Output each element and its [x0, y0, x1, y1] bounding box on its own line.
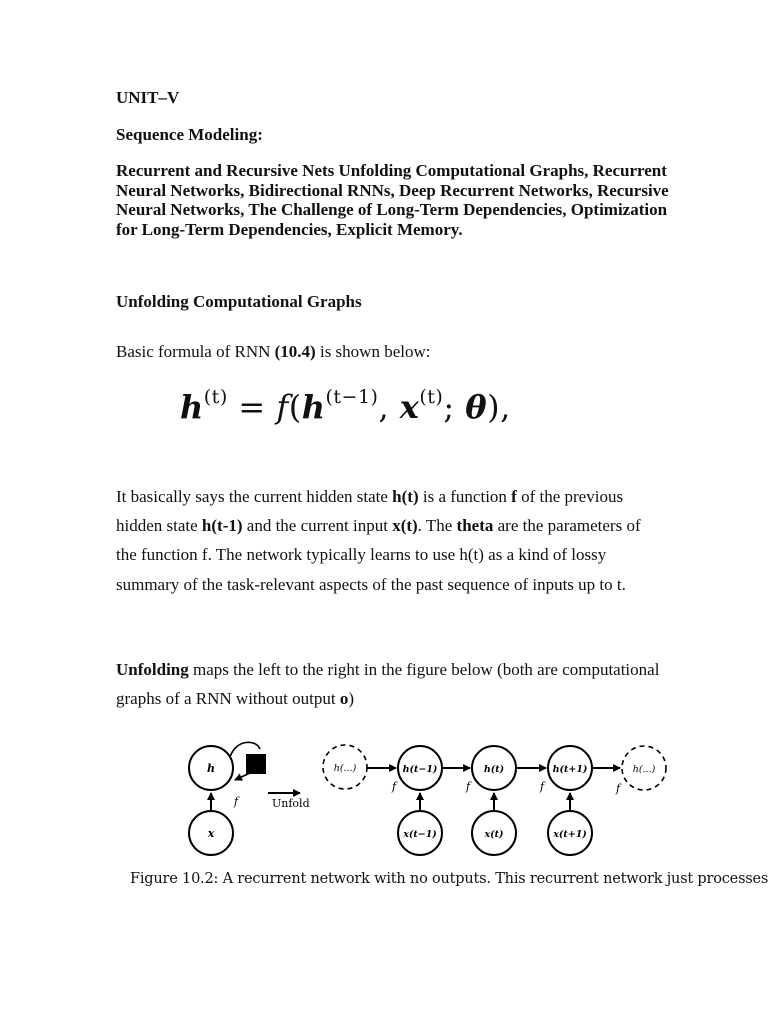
h-tm1-label: h(t−1): [402, 764, 438, 775]
unfolding-figure: [160, 735, 690, 870]
formula-x: x: [399, 388, 420, 426]
p2-bold-o: o: [339, 689, 349, 709]
section-title: Sequence Modeling:: [116, 125, 263, 144]
formula-h: h: [180, 388, 204, 426]
formula-x-sup: (t): [419, 386, 444, 408]
h-tp1-label: h(t+1): [552, 764, 588, 775]
p2-bold-unfolding: Unfolding: [116, 660, 189, 679]
f-label-2: f: [466, 780, 471, 793]
unfold-label: Unfold: [272, 797, 310, 810]
formula-h-sup: (t): [203, 386, 228, 408]
formula-f: f: [276, 388, 289, 426]
p1-bold-htm1: h(t-1): [201, 516, 243, 536]
x-tp1-label: x(t+1): [553, 829, 587, 840]
unit-heading: UNIT–V: [116, 88, 180, 107]
delay-square: [246, 754, 266, 774]
formula-comma: ,: [378, 388, 400, 426]
unfolding-paragraph: [116, 655, 661, 713]
x-tm1-label: x(t−1): [403, 829, 437, 840]
formula-intro-text: Basic formula of RNN: [116, 342, 275, 361]
formula-h-prev: h: [301, 388, 326, 426]
figure-caption: Figure 10.2: A recurrent network with no outputs. This recurrent network just processes: [130, 871, 768, 887]
formula-close: ),: [487, 388, 511, 426]
p2-text-1: maps the left to the right in the figure below (both are computational graphs of a RNN without output: [116, 660, 660, 709]
formula-theta: θ: [465, 388, 488, 426]
folded-x-label: x: [207, 827, 215, 840]
f-label-1: f: [392, 780, 397, 793]
x-t-label: x(t): [484, 829, 504, 840]
formula-equals: =: [227, 388, 277, 426]
folded-h-label: h: [207, 762, 215, 775]
formula-intro: [116, 342, 430, 362]
subsection-title: Unfolding Computational Graphs: [116, 292, 362, 311]
explanation-paragraph: [116, 482, 661, 599]
p1-bold-f: f: [511, 487, 517, 506]
p1-text-6: are the parameters of the function f. The network typically learns to use h(t) as a kind of lossy summary of the task-relevant aspects of the past sequence of inputs up to t.: [116, 516, 641, 594]
p1-text-4: and the current input: [242, 516, 393, 536]
p1-text-5: . The: [417, 516, 457, 536]
p2-text-2: ): [348, 689, 354, 709]
p1-text-3: of the previous hidden state: [116, 487, 624, 536]
formula-open-paren: (: [288, 388, 302, 426]
formula-semicolon: ;: [443, 388, 466, 426]
formula-h-prev-sup: (t−1): [325, 386, 379, 408]
h-dots-right-label: h(...): [632, 764, 656, 775]
f-label-3: f: [540, 780, 545, 793]
p1-bold-xt: x(t): [392, 516, 418, 536]
formula-intro-text-end: is shown below:: [315, 342, 431, 361]
topics-list: Recurrent and Recursive Nets Unfolding Computational Graphs, Recurrent Neural Networks, Bidirectional RNNs, Deep Recurrent Networks, Recursive Neural Networks, The Challenge of Long-Term Dependencies, Optimization for Long-Term Dependencies, Explicit Memory.: [116, 161, 669, 239]
h-t-label: h(t): [483, 764, 505, 775]
p1-bold-theta: theta: [456, 516, 494, 536]
f-label-4: f: [616, 782, 621, 795]
p1-text-1: It basically says the current hidden state: [116, 487, 393, 506]
folded-f-label: f: [234, 795, 239, 808]
rnn-formula: [180, 386, 511, 426]
equation-ref: (10.4): [274, 342, 316, 361]
p1-text-2: is a function: [418, 487, 512, 506]
p1-bold-ht: h(t): [392, 487, 419, 506]
loop-return-edge: [235, 773, 250, 780]
h-dots-left-label: h(...): [333, 763, 357, 774]
